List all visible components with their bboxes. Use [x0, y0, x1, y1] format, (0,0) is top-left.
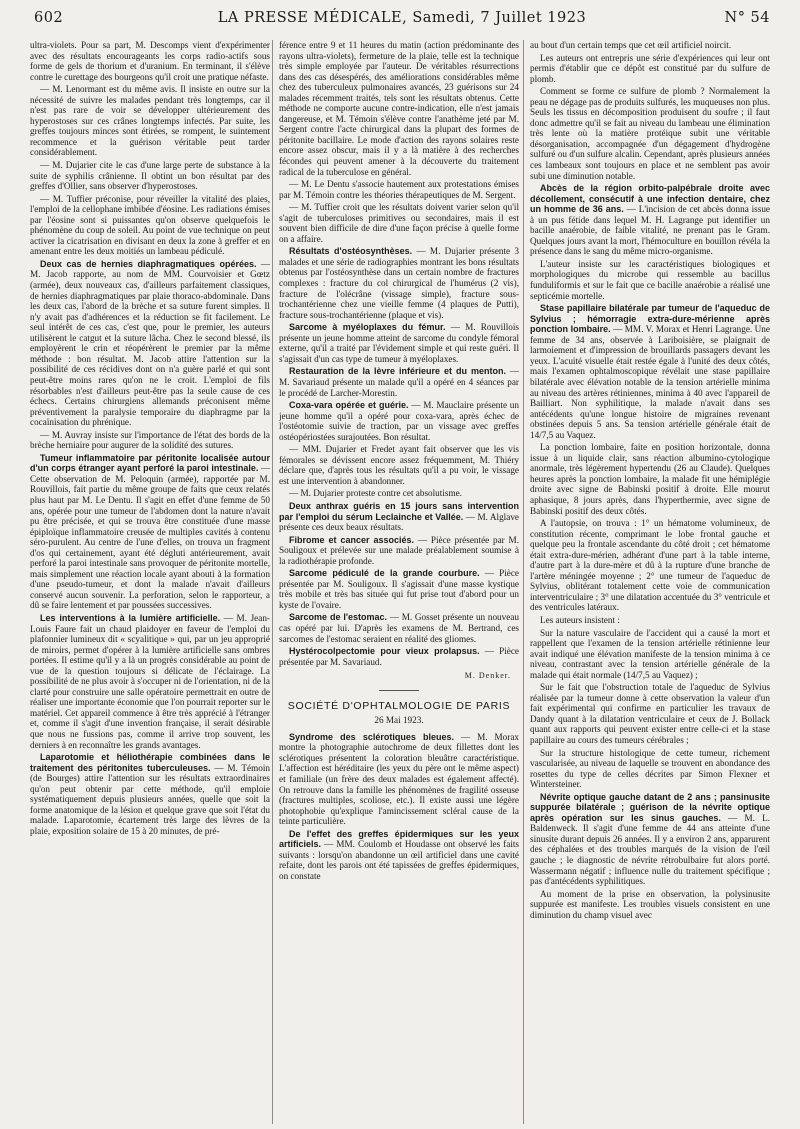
paragraph-text: A l'autopsie, on trouva : 1° un hématome volumineux, de constitution récente, comprimant le lobe frontal gauche et quelque peu la frontale ascendante du côté droit ; cet hématome était extra-dure-mérien, adhérant d'une part à la table interne, d'autre part à la dure-mère et dû à la rupture d'une branche de l'artère méningée moyenne ; 2° une tumeur de l'aqueduc de Sylvius, oblitérant totalement cette voie de communication interventriculaire ; 3° une dilatation accentuée du 3° ventricule et des ventricules latéraux. [530, 518, 770, 613]
article-paragraph [530, 303, 770, 440]
paragraph-text: — Pièce présentée par M. Savariaud. [279, 646, 519, 667]
session-date: 26 Mai 1923. [374, 715, 424, 726]
text-paragraph [530, 615, 770, 626]
article-paragraph [530, 183, 770, 257]
article-paragraph [279, 246, 519, 320]
paragraph-text: L'auteur insiste sur les caractéristiques biologiques et morphologiques du microbe qui ressemble au bacillus funduliformis et sur le fait que ce bacille anaérobie a réalisé une septicémie mortelle. [530, 258, 770, 301]
text-column-left [30, 40, 270, 1124]
text-paragraph [30, 84, 270, 158]
article-heading: Coxa-vara opérée et guérie. [289, 400, 409, 411]
paragraph-text: — M. Témoin (de Bourges) attire l'attention sur les résultats extraordinaires qu'on peut obtenir par cette méthode, qu'il emploie systématiquement depuis plusieurs années, quelle que soit la forme anatomique de la lésion et quelque grave que soit l'état du malade. Laparotomie, écartement très large des lèvres de la plaie, exposition solaire de 15 à 20 minutes, de pré- [30, 762, 270, 836]
article-paragraph [279, 612, 519, 644]
paragraph-text: — M. L. Baldenweck. Il s'agit d'une femme de 44 ans atteinte d'une sinusite durant depuis 26 années. Il y a environ 2 ans, apparurent des céphalées et des troubles marqués de la vision de l'œil gauche ; le diagnostic de névrite rétrobulbaire fut alors porté. Wassermann négatif ; influence nulle du traitement spécifique ; pas d'antécédents syphilitiques. [530, 812, 770, 887]
text-paragraph [530, 518, 770, 613]
paragraph-text: — L'incision de cet abcès donna issue à un pus fétide dans lequel M. H. Lagrange put identifier un bacille anaérobie, de faible vitalité, ne prenant pas le Gram. Quelques jours avant la mort, l'hémoculture en bouillon révéla la présence dans le sang du même micro-organisme. [530, 204, 770, 257]
paragraph-text: — M. Le Dentu s'associe hautement aux protestations émises par M. Témoin contre les théories thérapeutiques de M. Sergent. [279, 179, 519, 200]
article-paragraph [279, 829, 519, 882]
article-paragraph [279, 568, 519, 610]
paragraph-text: — M. Tuffier croit que les résultats doivent varier selon qu'il s'agit de tuberculoses primitives ou secondaires, mais il est souvent bien difficile de dire d'une façon précise à quelle forme on a affaire. [279, 202, 519, 244]
paragraph-text: Au moment de la prise en observation, la polysinusite suppurée est manifeste. Les troubles visuels consistent en une diminution du champ visuel avec [530, 888, 770, 920]
text-paragraph [530, 259, 770, 301]
text-paragraph [30, 430, 270, 451]
paragraph-text: — M. Jean-Louis Faure fait un chaud plaidoyer en faveur de l'emploi du plafonnier lumineux dit « scyalitique » qui, par un jeu approprié de miroirs, permet d'opérer à la lumière artificielle sans ombres portées. Il estime qu'il y a là un progrès considérable au point de vue de la question toujours si délicate de l'éclairage. La possibilité de ne plus avoir à s'occuper ni de l'orientation, ni de la clarté pour construire une salle opératoire permettrait en outre de réaliser une importante économie que l'on pourrait reporter sur le matériel. Cet appareil commence à être très apprécié à l'étranger et, comme il s'agit d'une invention française, il serait désirable que nous ne fussions pas, comme il arrive trop souvent, les derniers à en reconnaître les grands avantages. [30, 612, 270, 750]
article-paragraph [530, 792, 770, 887]
text-paragraph [530, 86, 770, 181]
article-heading: Deux cas de hernies diaphragmatiques opérées. [40, 258, 257, 269]
paragraph-text: La ponction lombaire, faite en position horizontale, donna issue à un liquide clair, sans réaction albumino-cytologique anormale, très légèrement hypertendu (26 au Claude). Quelques heures après la ponction lombaire, la malade fit une hémiplégie droite avec signe de Babinski positif à droite. Elle mourut aphasique, 8 jours après, dans l'hyperthermie, avec signe de Babinski positif des deux côtés. [530, 442, 770, 516]
text-paragraph [530, 40, 770, 51]
article-heading: Abcès de la région orbito-palpébrale droite avec décollement, consécutif à une infection dentaire, chez un homme de 36 ans. [530, 183, 770, 215]
text-paragraph [279, 444, 519, 486]
author-signature: M. Denker. [464, 671, 511, 681]
article-heading: Tumeur inflammatoire par péritonite localisée autour d'un corps étranger ayant perforé la paroi intestinale. [30, 452, 270, 474]
text-paragraph [530, 53, 770, 85]
paragraph-text: — M. Jacob rapporte, au nom de MM. Courvoisier et Gœtz (armée), deux nouveaux cas, d'ailleurs parfaitement classiques, de hernies diaphragmatiques par plaie thoraco-abdominale. Dans les deux cas, l'abord de la brèche et sa suture furent simples. Il n'y avait pas d'adhérences et la réduction se fit facilement. Le seul intérêt de ces cas, c'est que, pour le premier, les auteurs utilisèrent le catgut et la suture lâcha. Chez le second blessé, ils employèrent le crin et réopérèrent le premier par la même méthode : bon résultat. M. Jacob attire l'attention sur la possibilité de ces récidives dont on n'a guère parlé et qui sont peut-être moins rares qu'on ne le croit. L'emploi de fils résorbables n'est d'ailleurs peut-être pas la seule cause de ces échecs. Certains chirurgiens allemands préconisent même préventivement la paralysie temporaire du diaphragme par la cocaïnisation du phrénique. [30, 258, 270, 428]
page-number: 602 [34, 10, 64, 26]
text-paragraph [530, 682, 770, 745]
text-paragraph [30, 160, 270, 192]
article-heading: Stase papillaire bilatérale par tumeur de l'aqueduc de Sylvius ; hémorragie extra-dure-mérienne après ponction lombaire. [530, 303, 770, 335]
paragraph-text: Les auteurs insistent : [540, 614, 620, 625]
paragraph-text: — M. Alglave présente ces deux beaux résultats. [279, 511, 519, 533]
paragraph-text: Les auteurs ont entrepris une série d'expériences qui leur ont permis d'établir que ce dépôt est constitué par du sulfure de plomb. [530, 52, 770, 84]
paragraph-text: — M. Mauclaire présente un jeune homme qu'il a opéré pour coxa-vara, après échec de l'ostéotomie suivie de traction, par un vissage avec greffes ostéopériostées surajoutées. Bon résultat. [279, 400, 519, 442]
article-heading: Sarcome de l'estomac. [289, 612, 388, 623]
article-paragraph [279, 322, 519, 364]
paragraph-text: — M. Dujarier cite le cas d'une large perte de substance à la suite de syphilis crânienne. Il obtint un bon résultat par des greffes d'Ollier, sans observer d'hyperostoses. [30, 160, 270, 192]
paragraph-text: — Pièce présentée par M. Souligoux et prélevée sur une malade préalablement soumise à la radiothérapie profonde. [279, 534, 519, 566]
article-paragraph [30, 752, 270, 836]
paragraph-text: au bout d'un certain temps que cet œil artificiel noircit. [530, 40, 732, 50]
article-paragraph [30, 259, 270, 428]
text-paragraph [530, 628, 770, 681]
text-paragraph [279, 179, 519, 200]
paragraph-text: Comment se forme ce sulfure de plomb ? Normalement la peau ne dégage pas de produits sulfurés, les muqueuses non plus. Seuls les tissus en décomposition produisent du soufre ; il faut donc admettre qu'il se fait au niveau du lambeau une élimination très lente où la matière protéique subit une véritable désorganisation, accompagnée d'un dégagement d'hydrogène sulfuré ou d'un sulfure alcalin. Cependant, après plusieurs années ces lambeaux sont toujours en place et ne semblent pas avoir subi une diminution notable. [530, 86, 770, 181]
paragraph-text: — M. Rouvillois présente un jeune homme atteint de sarcome du condyle fémoral externe, qu'il a traité par l'évidement simple et qui reste guéri. Il s'agissait d'un cas type de tumeur à myéloplaxes. [279, 322, 519, 364]
journal-title: LA PRESSE MÉDICALE, Samedi, 7 Juillet 1923 [217, 10, 587, 26]
paragraph-text: — M. Dujarier proteste contre cet absolutisme. [289, 488, 462, 499]
article-paragraph [279, 366, 519, 398]
paragraph-text: — M. Savariaud présente un malade qu'il a opéré en 4 séances par le procédé de Larcher-Morestin. [279, 366, 519, 398]
article-paragraph [279, 400, 519, 442]
paragraph-text: Sur le fait que l'obstruction totale de l'aqueduc de Sylvius réalisée par la tumeur donne à cette observation la valeur d'un fait expérimental qui confirme en particulier les travaux de Dandy quant à la dilatation ventriculaire et ceux de J. Bollack quant aux rapports qui peuvent exister entre celle-ci et la stase papillaire au cours des tumeurs cérébrales ; [530, 682, 770, 745]
paragraph-text: — M. Tuffier préconise, pour réveiller la vitalité des plaies, l'emploi de la cellophane imbibée d'éosine. Les radiations émises par l'éosine sont si puissantes qu'on observe quelquefois le phénomène du coup de soleil. Au point de vue technique on peut activer la cicatrisation en divisant en deux la zone à greffer et en amenant entre les deux moitiés un lambeau pédiculé. [30, 193, 270, 257]
article-heading: Deux anthrax guéris en 15 jours sans intervention par l'emploi du sérum Leclainche et Vallée. [279, 500, 519, 522]
paragraph-text: — M. Gosset présente un nouveau cas opéré par lui. D'après les examens de M. Bertrand, ces sarcomes de l'estomac seraient en réalité des gliomes. [279, 612, 519, 644]
article-heading: Résultats d'ostéosynthèses. [289, 246, 413, 257]
paragraph-text: — M. Morax montre la photographie autochrome de deux fillettes dont les sclérotiques présentent la coloration bleuâtre caractéristique. L'affection est héréditaire (les yeux du père ont le même aspect) et familiale (un frère des deux malades est également affecté). On retrouve dans la famille les phénomènes de fragilité osseuse (fractures multiples, scoliose, etc.). Il existe aussi une légère photophobie qu'explique l'amincissement scléral cause de la teinte particulière. [279, 731, 519, 827]
article-paragraph [30, 453, 270, 611]
column-rule [272, 40, 273, 1124]
paragraph-text: Sur la nature vasculaire de l'accident qui a causé la mort et rappellent que l'examen de la tension artérielle rétinienne leur avait indiqué une élévation manifeste de la tension minima à ce niveau, contrastant avec la tension artérielle générale de la malade qui était normale (14/7,5 au Vaquez) ; [530, 627, 770, 680]
article-heading: Fibrome et cancer associés. [289, 534, 415, 545]
paragraph-text: — MM. Dujarier et Fredet ayant fait observer que les vis fémorales se dévissent encore assez fréquemment, M. Thiéry déclare que, d'après tous les résultats qu'il a pu voir, le vissage est une intervention à abandonner. [279, 444, 519, 486]
article-heading: Restauration de la lèvre inférieure et du menton. [289, 366, 507, 377]
article-paragraph [30, 613, 270, 750]
article-heading: Hystérocolpectomie pour vieux prolapsus. [289, 646, 480, 657]
paragraph-text: — M. Lenormant est du même avis. Il insiste en outre sur la nécessité de suivre les malades pendant très longtemps, car il n'est pas rare de voir se développer ultérieurement des hyperostoses sur ces crânes longtemps infectés. Par suite, les greffes toujours minces sont étirées, se rompent, le suintement recommence et la guérison véritable peut tarder considérablement. [30, 84, 270, 158]
paragraph-text: ultra-violets. Pour sa part, M. Descomps vient d'expérimenter avec des résultats encourageants les corps radio-actifs sous forme de gels de thorium et d'uranium. En terminant, il s'élève contre le curettage des bourgeons qu'il croit une pratique néfaste. [30, 40, 270, 82]
column-rule [523, 40, 524, 1124]
paragraph-text: — MM. Coulomb et Houdasse ont observé les faits suivants : lorsqu'on abandonne un œil artificiel dans une cavité refaite, dont les parois ont été tapissées de greffes épidermiques, on constate [279, 839, 519, 881]
text-paragraph [530, 748, 770, 790]
article-heading: Laparotomie et héliothérapie combinées dans le traitement des péritonites tuberculeuses. [30, 752, 270, 773]
text-paragraph [30, 40, 270, 82]
article-heading: Syndrome des sclérotiques bleues. [289, 731, 454, 742]
article-heading: De l'effet des greffes épidermiques sur les yeux artificiels. [279, 828, 519, 850]
text-column-right [530, 40, 770, 1124]
article-paragraph [279, 646, 519, 667]
paragraph-text: — Pièce présentée par M. Souligoux. Il s'agissait d'une masse kystique très mobile et très bas située qui fut prise tout d'abord pour un kyste de l'ovaire. [279, 568, 519, 610]
article-paragraph [279, 732, 519, 827]
issue-number: N° 54 [724, 10, 770, 26]
running-header [34, 8, 770, 30]
paragraph-text: Sur la structure histologique de cette tumeur, richement vascularisée, au niveau de laquelle se trouvent en abondance des rosettes du type de celles décrites par Simon Flexner et Wintersteiner. [530, 747, 770, 790]
text-paragraph [279, 202, 519, 244]
paragraph-text: férence entre 9 et 11 heures du matin (action prédominante des rayons ultra-violets), fermeture de la plaie, telle est la technique très simple employée par l'auteur. De véritables résurrections dans des cas désespérés, des améliorations considérables même chez des tuberculeux pulmonaires avancés, 23 guérisons sur 24 malades récemment traités, tels sont les résultats obtenus. Cette méthode ne comporte aucune contre-indication, elle n'est jamais dangereuse, et M. Témoin s'élève contre l'anathème jeté par M. Sergent contre l'acte chirurgical dans la plupart des formes de péritonite bacillaire. Le mode d'action des rayons solaires reste encore assez obscur, mais il y a là matière à des recherches fécondes qui peuvent amener à la découverte du traitement radical de la tuberculose en général. [279, 40, 519, 177]
text-paragraph [279, 488, 519, 499]
article-paragraph [279, 501, 519, 533]
text-paragraph [530, 889, 770, 921]
article-heading: Sarcome à myéloplaxes du fémur. [289, 322, 446, 333]
text-paragraph [30, 194, 270, 257]
article-paragraph [279, 535, 519, 567]
article-heading: Sarcome pédiculé de la grande courbure. [289, 568, 480, 579]
society-heading: SOCIÉTÉ D'OPHTALMOLOGIE DE PARIS [287, 699, 511, 712]
text-paragraph [279, 40, 519, 177]
paragraph-text: — M. Auvray insiste sur l'importance de l'état des bords de la brèche herniaire pour augurer de la solidité des sutures. [30, 429, 270, 451]
article-heading: Les interventions à la lumière artificielle. [40, 612, 221, 623]
paragraph-text: — M. Dujarier présente 3 malades et une série de radiographies montrant les bons résultats obtenus par l'ostéosynthèse dans un certain nombre de fractures complexes : fracture du col chirurgical de l'humérus (2 vis), fracture de l'olécrâne (vissage simple), fracture sous-trochantérienne chez une vieille femme (4 plaques de Putti), fracture sous-trochantérienne (plaque et vis). [279, 246, 519, 320]
section-divider [379, 690, 419, 691]
paragraph-text: — MM. V. Morax et Henri Lagrange. Une femme de 34 ans, observée à Lariboisière, se plaignait de larmoiement et d'impression de brouillards passagers devant les yeux. L'acuité visuelle était restée égale à l'unité des deux côtés, mais l'examen ophtalmoscopique révélait une stase papillaire bilatérale avec élévation notable de la tension artérielle minima au niveau des artères rétiniennes, minima à 40 avec l'appareil de Bailliart. Non syphilitique, la malade n'avait dans ses antécédents qu'une longue histoire de migraines revenant obstinées depuis 5 ans. Sa tension artérielle générale était de 14/7,5 au Vaquez. [530, 324, 770, 440]
text-column-middle [279, 40, 519, 1124]
article-heading: Névrite optique gauche datant de 2 ans ; pansinusite suppurée bilatérale ; guérison de la névrite optique après opération sur les sinus gauches. [530, 791, 770, 823]
text-paragraph [530, 442, 770, 516]
paragraph-text: — Cette observation de M. Peloquin (armée), rapportée par M. Rouvillois, fait partie du même groupe de faits que ceux relatés plus haut par M. Le Dentu. Il s'agit en effet d'une femme de 50 ans, opérée pour une tumeur de l'abdomen dont la nature n'avait pu être précisée, et qui se trouva être constituée d'une masse épiploïque inflammatoire creusée de multiples cavités à contenu séro-purulent. Au centre de l'une d'elles, on trouva un fragment d'os qui certainement, ayant été dégluti antérieurement, avait perforé la paroi intestinale sans provoquer de péritonite mortelle, mais simplement une réaction locale ayant abouti à la formation d'une pseudo-tumeur, et dont la malade n'avait d'ailleurs conservé aucun souvenir. La perforation, selon le rapporteur, a dû se faire lentement et par poussées successives. [30, 463, 270, 611]
